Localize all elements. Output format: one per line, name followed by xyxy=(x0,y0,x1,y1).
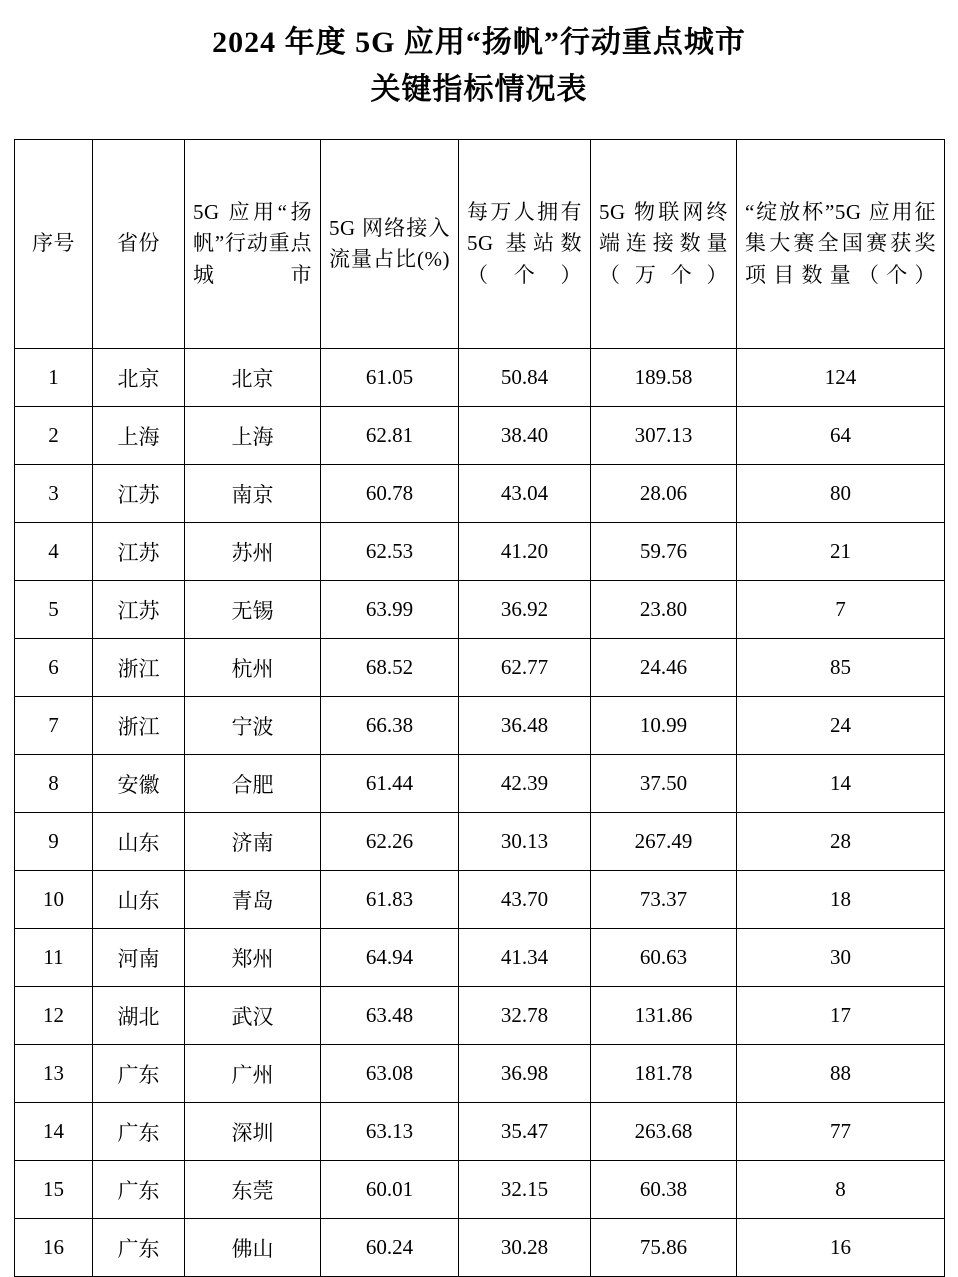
row-traffic-share: 60.24 xyxy=(321,1219,459,1277)
table-row xyxy=(15,349,945,407)
row-province: 江苏 xyxy=(93,523,185,581)
column-header-city: 5G 应用“扬帆”行动重点城市 xyxy=(185,140,321,349)
row-base-stations: 38.40 xyxy=(459,407,591,465)
row-traffic-share: 62.53 xyxy=(321,523,459,581)
row-iot-connections: 10.99 xyxy=(591,697,737,755)
row-index: 13 xyxy=(15,1045,93,1103)
row-award-projects: 8 xyxy=(737,1161,945,1219)
table-row xyxy=(15,407,945,465)
row-index: 9 xyxy=(15,813,93,871)
table-row xyxy=(15,1219,945,1277)
row-city: 合肥 xyxy=(185,755,321,813)
row-province: 北京 xyxy=(93,349,185,407)
row-base-stations: 43.70 xyxy=(459,871,591,929)
row-traffic-share: 68.52 xyxy=(321,639,459,697)
row-province: 广东 xyxy=(93,1045,185,1103)
table-row xyxy=(15,581,945,639)
row-traffic-share: 66.38 xyxy=(321,697,459,755)
row-city: 东莞 xyxy=(185,1161,321,1219)
row-index: 12 xyxy=(15,987,93,1045)
row-award-projects: 88 xyxy=(737,1045,945,1103)
row-traffic-share: 63.08 xyxy=(321,1045,459,1103)
column-header-traffic-share: 5G 网络接入流量占比(%) xyxy=(321,140,459,349)
row-iot-connections: 24.46 xyxy=(591,639,737,697)
column-header-iot-connections: 5G 物联网终端连接数量（万个） xyxy=(591,140,737,349)
row-city: 杭州 xyxy=(185,639,321,697)
row-base-stations: 41.20 xyxy=(459,523,591,581)
row-iot-connections: 37.50 xyxy=(591,755,737,813)
row-province: 河南 xyxy=(93,929,185,987)
row-index: 16 xyxy=(15,1219,93,1277)
row-iot-connections: 307.13 xyxy=(591,407,737,465)
row-province: 江苏 xyxy=(93,465,185,523)
row-award-projects: 7 xyxy=(737,581,945,639)
row-award-projects: 77 xyxy=(737,1103,945,1161)
row-index: 6 xyxy=(15,639,93,697)
row-base-stations: 30.28 xyxy=(459,1219,591,1277)
row-city: 宁波 xyxy=(185,697,321,755)
row-province: 广东 xyxy=(93,1103,185,1161)
row-province: 江苏 xyxy=(93,581,185,639)
row-index: 11 xyxy=(15,929,93,987)
row-city: 郑州 xyxy=(185,929,321,987)
row-base-stations: 50.84 xyxy=(459,349,591,407)
table-row xyxy=(15,697,945,755)
row-province: 湖北 xyxy=(93,987,185,1045)
row-index: 5 xyxy=(15,581,93,639)
table-row xyxy=(15,639,945,697)
row-province: 浙江 xyxy=(93,697,185,755)
row-iot-connections: 267.49 xyxy=(591,813,737,871)
row-city: 无锡 xyxy=(185,581,321,639)
row-traffic-share: 64.94 xyxy=(321,929,459,987)
key-indicators-table xyxy=(14,139,945,1277)
row-base-stations: 30.13 xyxy=(459,813,591,871)
row-province: 上海 xyxy=(93,407,185,465)
row-award-projects: 24 xyxy=(737,697,945,755)
row-base-stations: 62.77 xyxy=(459,639,591,697)
row-city: 苏州 xyxy=(185,523,321,581)
page-title-line-2: 关键指标情况表 xyxy=(370,72,588,106)
row-city: 南京 xyxy=(185,465,321,523)
row-province: 广东 xyxy=(93,1219,185,1277)
row-index: 2 xyxy=(15,407,93,465)
row-iot-connections: 28.06 xyxy=(591,465,737,523)
row-traffic-share: 61.83 xyxy=(321,871,459,929)
row-award-projects: 124 xyxy=(737,349,945,407)
row-iot-connections: 131.86 xyxy=(591,987,737,1045)
row-iot-connections: 60.38 xyxy=(591,1161,737,1219)
row-iot-connections: 60.63 xyxy=(591,929,737,987)
table-row xyxy=(15,1161,945,1219)
row-province: 山东 xyxy=(93,871,185,929)
row-base-stations: 41.34 xyxy=(459,929,591,987)
table-row xyxy=(15,929,945,987)
row-award-projects: 16 xyxy=(737,1219,945,1277)
row-city: 佛山 xyxy=(185,1219,321,1277)
row-traffic-share: 61.44 xyxy=(321,755,459,813)
table-row xyxy=(15,523,945,581)
row-award-projects: 18 xyxy=(737,871,945,929)
row-award-projects: 64 xyxy=(737,407,945,465)
row-award-projects: 14 xyxy=(737,755,945,813)
row-province: 山东 xyxy=(93,813,185,871)
row-base-stations: 36.98 xyxy=(459,1045,591,1103)
page-title-line-1: 2024 年度 5G 应用“扬帆”行动重点城市 xyxy=(212,26,746,59)
row-award-projects: 17 xyxy=(737,987,945,1045)
row-province: 安徽 xyxy=(93,755,185,813)
row-award-projects: 80 xyxy=(737,465,945,523)
row-traffic-share: 61.05 xyxy=(321,349,459,407)
table-row xyxy=(15,755,945,813)
row-base-stations: 35.47 xyxy=(459,1103,591,1161)
row-index: 10 xyxy=(15,871,93,929)
row-index: 14 xyxy=(15,1103,93,1161)
row-award-projects: 21 xyxy=(737,523,945,581)
row-traffic-share: 62.26 xyxy=(321,813,459,871)
row-iot-connections: 181.78 xyxy=(591,1045,737,1103)
row-province: 浙江 xyxy=(93,639,185,697)
row-index: 7 xyxy=(15,697,93,755)
row-traffic-share: 60.78 xyxy=(321,465,459,523)
row-base-stations: 43.04 xyxy=(459,465,591,523)
table-row xyxy=(15,813,945,871)
row-iot-connections: 263.68 xyxy=(591,1103,737,1161)
row-index: 8 xyxy=(15,755,93,813)
table-row xyxy=(15,987,945,1045)
row-award-projects: 28 xyxy=(737,813,945,871)
row-city: 北京 xyxy=(185,349,321,407)
row-traffic-share: 62.81 xyxy=(321,407,459,465)
row-city: 深圳 xyxy=(185,1103,321,1161)
table-row xyxy=(15,1045,945,1103)
row-index: 3 xyxy=(15,465,93,523)
row-traffic-share: 63.13 xyxy=(321,1103,459,1161)
row-base-stations: 42.39 xyxy=(459,755,591,813)
row-iot-connections: 189.58 xyxy=(591,349,737,407)
row-province: 广东 xyxy=(93,1161,185,1219)
row-award-projects: 30 xyxy=(737,929,945,987)
row-city: 武汉 xyxy=(185,987,321,1045)
row-city: 上海 xyxy=(185,407,321,465)
column-header-award-projects: “绽放杯”5G 应用征集大赛全国赛获奖项目数量（个） xyxy=(737,140,945,349)
table-row xyxy=(15,465,945,523)
row-award-projects: 85 xyxy=(737,639,945,697)
table-row xyxy=(15,871,945,929)
column-header-base-stations: 每万人拥有 5G 基站数（个） xyxy=(459,140,591,349)
table-header-row xyxy=(15,140,945,349)
row-traffic-share: 63.99 xyxy=(321,581,459,639)
table-body xyxy=(15,349,945,1277)
row-base-stations: 32.15 xyxy=(459,1161,591,1219)
table-row xyxy=(15,1103,945,1161)
row-iot-connections: 73.37 xyxy=(591,871,737,929)
row-base-stations: 36.92 xyxy=(459,581,591,639)
column-header-province: 省份 xyxy=(93,140,185,349)
row-index: 4 xyxy=(15,523,93,581)
column-header-index: 序号 xyxy=(15,140,93,349)
row-city: 广州 xyxy=(185,1045,321,1103)
row-traffic-share: 63.48 xyxy=(321,987,459,1045)
row-city: 济南 xyxy=(185,813,321,871)
row-index: 1 xyxy=(15,349,93,407)
row-base-stations: 36.48 xyxy=(459,697,591,755)
page-title xyxy=(14,20,944,113)
row-base-stations: 32.78 xyxy=(459,987,591,1045)
row-iot-connections: 75.86 xyxy=(591,1219,737,1277)
row-city: 青岛 xyxy=(185,871,321,929)
row-iot-connections: 59.76 xyxy=(591,523,737,581)
row-traffic-share: 60.01 xyxy=(321,1161,459,1219)
row-iot-connections: 23.80 xyxy=(591,581,737,639)
row-index: 15 xyxy=(15,1161,93,1219)
